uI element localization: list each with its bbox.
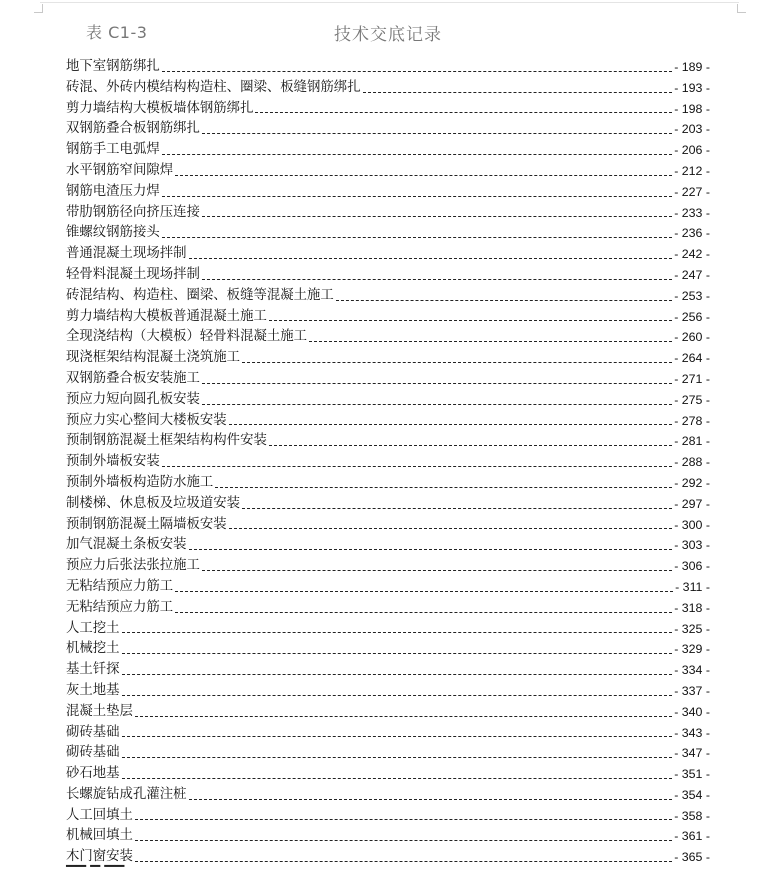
toc-entry[interactable] (66, 390, 710, 411)
toc-leader-dashes (309, 340, 672, 342)
toc-entry[interactable] (66, 140, 710, 161)
toc-entry-title: 锥螺纹钢筋接头 (66, 225, 160, 241)
cut-off-next-entry: ▔▔ ▔ ▔▔ (66, 866, 125, 881)
toc-leader-dashes (229, 423, 673, 425)
toc-entry-title: 砖混、外砖内模结构构造柱、圈梁、板缝钢筋绑扎 (66, 79, 361, 95)
toc-entry-title: 木门窗安装 (66, 849, 133, 865)
toc-entry-title: 灰土地基 (66, 682, 120, 698)
toc-entry[interactable] (66, 515, 710, 536)
toc-leader-dashes (202, 278, 672, 280)
toc-entry[interactable] (66, 203, 710, 224)
toc-entry[interactable] (66, 57, 710, 78)
toc-entry-title: 预制外墙板构造防水施工 (66, 474, 214, 490)
toc-entry[interactable] (66, 660, 710, 681)
toc-entry-title: 预应力实心整间大楼板安装 (66, 412, 227, 428)
toc-page-number: - 275 - (674, 392, 710, 407)
toc-entry-title: 钢筋手工电弧焊 (66, 142, 160, 158)
toc-leader-dashes (122, 777, 673, 779)
toc-entry[interactable] (66, 577, 710, 598)
toc-entry-title: 无粘结预应力筋工 (66, 599, 174, 615)
toc-entry-title: 双钢筋叠合板安装施工 (66, 370, 200, 386)
toc-entry[interactable] (66, 743, 710, 764)
toc-leader-dashes (336, 299, 672, 301)
toc-leader-dashes (122, 694, 673, 696)
toc-page-number: - 236 - (674, 226, 710, 241)
toc-entry-title: 长螺旋钻成孔灌注桩 (66, 786, 187, 802)
toc-page-number: - 343 - (674, 725, 710, 740)
toc-page-number: - 242 - (674, 247, 710, 262)
toc-entry-title: 地下室钢筋绑扎 (66, 59, 160, 74)
toc-entry[interactable] (66, 785, 710, 806)
toc-leader-dashes (189, 257, 673, 259)
toc-entry[interactable] (66, 182, 710, 203)
toc-page-number: - 264 - (674, 351, 710, 366)
toc-entry[interactable] (66, 161, 710, 182)
toc-entry[interactable] (66, 806, 710, 827)
toc-leader-dashes (363, 91, 673, 93)
toc-entry[interactable] (66, 223, 710, 244)
toc-page-number: - 253 - (674, 288, 710, 303)
toc-entry[interactable] (66, 99, 710, 120)
toc-entry[interactable] (66, 452, 710, 473)
toc-page-number: - 306 - (674, 559, 710, 574)
toc-entry-title: 混凝土垫层 (66, 703, 133, 719)
toc-page-number: - 278 - (674, 413, 710, 428)
toc-entry-title: 现浇框架结构混凝土浇筑施工 (66, 350, 241, 366)
toc-entry[interactable] (66, 702, 710, 723)
toc-leader-dashes (175, 590, 673, 592)
toc-page-number: - 325 - (674, 621, 710, 636)
table-of-contents (66, 57, 710, 868)
toc-leader-dashes (162, 195, 672, 197)
toc-entry-title: 水平钢筋窄间隙焊 (66, 162, 174, 178)
toc-entry[interactable] (66, 598, 710, 619)
toc-page-number: - 311 - (675, 579, 710, 594)
toc-entry[interactable] (66, 556, 710, 577)
toc-page-number: - 247 - (674, 267, 710, 282)
toc-entry-title: 预制外墙板安装 (66, 454, 160, 470)
toc-leader-dashes (215, 486, 672, 488)
toc-page-number: - 206 - (674, 143, 710, 158)
toc-page-number: - 256 - (674, 309, 710, 324)
toc-page-number: - 198 - (674, 101, 710, 116)
toc-page-number: - 233 - (674, 205, 710, 220)
toc-leader-dashes (162, 236, 672, 238)
toc-entry[interactable] (66, 78, 710, 99)
toc-entry-title: 带肋钢筋径向挤压连接 (66, 204, 200, 220)
toc-page-number: - 329 - (674, 642, 710, 657)
toc-page-number: - 193 - (674, 80, 710, 95)
toc-entry-title: 普通混凝土现场拌制 (66, 246, 187, 262)
margin-corner-mark-left (34, 4, 43, 13)
toc-leader-dashes (122, 631, 673, 633)
toc-page-number: - 365 - (674, 850, 710, 865)
page-top-border (40, 2, 739, 3)
toc-entry[interactable] (66, 681, 710, 702)
toc-leader-dashes (122, 735, 673, 737)
toc-leader-dashes (202, 215, 672, 217)
toc-leader-dashes (242, 507, 672, 509)
toc-entry[interactable] (66, 265, 710, 286)
toc-entry-title: 砂石地基 (66, 766, 120, 782)
toc-leader-dashes (135, 860, 672, 862)
toc-leader-dashes (229, 527, 673, 529)
form-code: 表 C1-3 (86, 23, 148, 42)
toc-leader-dashes (122, 652, 673, 654)
toc-entry[interactable] (66, 619, 710, 640)
toc-page-number: - 303 - (674, 538, 710, 553)
toc-entry-title: 预应力后张法张拉施工 (66, 558, 200, 574)
toc-page-number: - 212 - (674, 163, 710, 178)
toc-entry-title: 剪力墙结构大模板墙体钢筋绑扎 (66, 100, 254, 116)
toc-leader-dashes (202, 569, 672, 571)
toc-entry-title: 基土钎探 (66, 662, 120, 678)
toc-leader-dashes (162, 153, 672, 155)
toc-entry-title: 剪力墙结构大模板普通混凝土施工 (66, 308, 267, 324)
toc-entry-title: 预制钢筋混凝土框架结构构件安装 (66, 433, 267, 449)
toc-entry-title: 砌砖基础 (66, 745, 120, 761)
toc-page-number: - 297 - (674, 496, 710, 511)
toc-entry-title: 钢筋电渣压力焊 (66, 183, 160, 199)
toc-page-number: - 354 - (674, 787, 710, 802)
toc-entry-title: 全现浇结构（大模板）轻骨料混凝土施工 (66, 329, 308, 345)
toc-entry-title: 砌砖基础 (66, 724, 120, 740)
toc-entry[interactable] (66, 307, 710, 328)
toc-entry-title: 轻骨料混凝土现场拌制 (66, 266, 200, 282)
toc-leader-dashes (269, 444, 672, 446)
toc-page-number: - 281 - (674, 434, 710, 449)
toc-entry-title: 人工挖土 (66, 620, 120, 636)
toc-entry[interactable] (66, 348, 710, 369)
toc-page-number: - 300 - (674, 517, 710, 532)
toc-entry[interactable] (66, 826, 710, 847)
toc-page-number: - 271 - (674, 371, 710, 386)
toc-leader-dashes (135, 818, 672, 820)
toc-page-number: - 227 - (674, 184, 710, 199)
toc-leader-dashes (135, 715, 672, 717)
toc-leader-dashes (135, 839, 672, 841)
toc-leader-dashes (189, 548, 673, 550)
toc-leader-dashes (122, 673, 673, 675)
toc-page-number: - 340 - (674, 704, 710, 719)
toc-page-number: - 260 - (674, 330, 710, 345)
toc-entry-title: 预制钢筋混凝土隔墙板安装 (66, 516, 227, 532)
toc-leader-dashes (202, 403, 672, 405)
toc-entry[interactable] (66, 411, 710, 432)
toc-entry-title: 机械回填土 (66, 828, 133, 844)
toc-entry[interactable] (66, 494, 710, 515)
toc-entry-title: 无粘结预应力筋工 (66, 578, 174, 594)
toc-entry-title: 人工回填土 (66, 807, 133, 823)
toc-leader-dashes (162, 465, 672, 467)
toc-page-number: - 347 - (674, 746, 710, 761)
toc-page-number: - 189 - (674, 60, 710, 74)
toc-entry-title: 双钢筋叠合板钢筋绑扎 (66, 121, 200, 137)
toc-page-number: - 337 - (674, 683, 710, 698)
toc-page-number: - 351 - (674, 767, 710, 782)
toc-entry[interactable] (66, 723, 710, 744)
toc-leader-dashes (122, 756, 673, 758)
toc-entry[interactable] (66, 847, 710, 868)
toc-leader-dashes (269, 319, 672, 321)
toc-leader-dashes (242, 361, 672, 363)
toc-entry[interactable] (66, 286, 710, 307)
toc-page-number: - 203 - (674, 122, 710, 137)
toc-entry-title: 加气混凝土条板安装 (66, 537, 187, 553)
toc-entry[interactable] (66, 473, 710, 494)
toc-entry[interactable] (66, 535, 710, 556)
toc-entry-title: 砖混结构、构造柱、圈梁、板缝等混凝土施工 (66, 287, 334, 303)
toc-entry[interactable] (66, 639, 710, 660)
toc-leader-dashes (162, 70, 672, 72)
toc-leader-dashes (202, 382, 672, 384)
toc-entry[interactable] (66, 327, 710, 348)
toc-entry[interactable] (66, 119, 710, 140)
toc-entry[interactable] (66, 244, 710, 265)
toc-page-number: - 334 - (674, 663, 710, 678)
toc-leader-dashes (175, 611, 672, 613)
page-title: 技术交底记录 (334, 25, 442, 45)
toc-leader-dashes (189, 798, 673, 800)
toc-entry[interactable] (66, 764, 710, 785)
toc-leader-dashes (202, 132, 672, 134)
toc-page-number: - 358 - (674, 808, 710, 823)
toc-entry-title: 机械挖土 (66, 641, 120, 657)
toc-entry[interactable] (66, 369, 710, 390)
toc-leader-dashes (175, 174, 672, 176)
toc-entry-title: 制楼梯、休息板及垃圾道安装 (66, 495, 241, 511)
toc-page-number: - 288 - (674, 455, 710, 470)
toc-page-number: - 361 - (674, 829, 710, 844)
toc-entry[interactable] (66, 431, 710, 452)
toc-page-number: - 318 - (674, 600, 710, 615)
toc-entry-title: 预应力短向圆孔板安装 (66, 391, 200, 407)
margin-corner-mark-right (737, 4, 746, 13)
toc-page-number: - 292 - (674, 475, 710, 490)
toc-leader-dashes (255, 111, 672, 113)
